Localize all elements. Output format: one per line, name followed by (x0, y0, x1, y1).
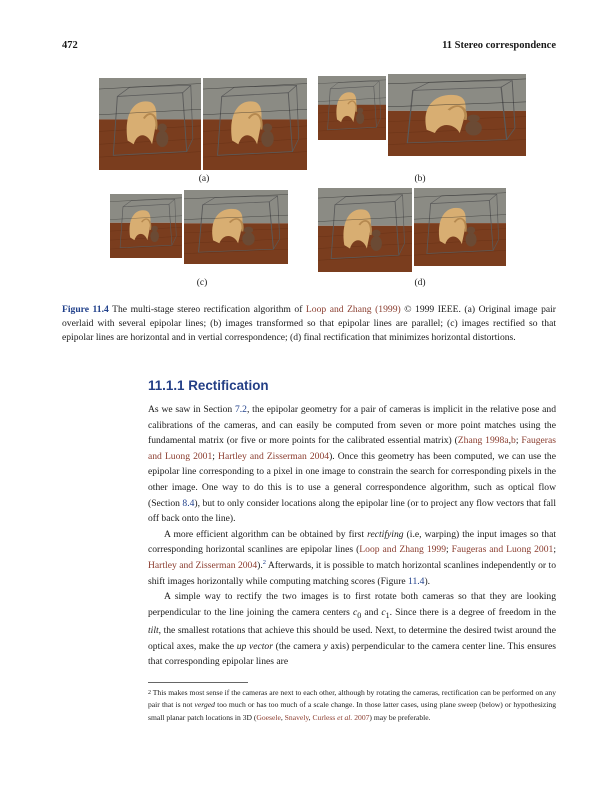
paragraph-1: As we saw in Section 7.2, the epipolar geometry for a pair of cameras is implicit in the relative pose and calibrations of the cameras, and can easily be computed from seven or more point matches using the fundamental matrix (or five or more points for the calibrated essential matrix) (Zhang 1998a,b; Faugeras and Luong 2001; Hartley and Zisserman 2004). Once this geometry has been computed, we can use the epipolar line corresponding to a pixel in one image to constrain the search for corresponding pixels in the other image. One way to do this is to use a general correspondence algorithm, such as optical flow (Section 8.4), but to only consider locations along the epipolar line (or to project any flow vectors that fall off back onto the line). (148, 404, 556, 525)
subfigure-label-d: (d) (414, 278, 426, 288)
body-text (148, 402, 556, 670)
subfigure-b-left-image (318, 76, 386, 140)
citation-link[interactable]: Snavely (284, 712, 309, 722)
footnote-rule (148, 682, 248, 683)
figure-ref-link[interactable]: 11.4 (408, 575, 425, 587)
subfigure-c-left-image (110, 194, 182, 258)
caption-text: The multi-stage stereo rectification algorithm of (108, 304, 306, 315)
caption-text: © 1999 IEEE. (a) Original image pair overlaid with several epipolar lines; (b) images transformed so that epipolar lines are parallel; (c) images rectified so that epipolar lines are horizontal and in vertial correspondence; (d) final rectification that minimizes horizontal distortions. (62, 304, 556, 344)
section-ref-link[interactable]: 7.2 (234, 404, 247, 415)
citation-link[interactable]: Hartley and Zisserman 2004 (218, 450, 330, 462)
citation-link[interactable]: Zhang 1998a (457, 435, 509, 447)
footnote: $^2$ This makes most sense if the cameras are next to each other, although by rotating the cameras, rectification can be performed on any pair that is not verged too much or has too much of a scale change. In those latter cases, using plane sweep (below) or hypothesizing small planar patch locations in 3D (Goesele, Snavely, Curless et al. 2007) may be preferable. (148, 688, 556, 722)
subfigure-label-c: (c) (196, 278, 208, 288)
subfigure-d-left-image (318, 188, 412, 272)
section-ref-link[interactable]: 8.4 (182, 497, 195, 509)
caption-citation-link[interactable]: Loop and Zhang (1999) (305, 304, 401, 315)
subfigure-d-right-image (414, 188, 506, 266)
paragraph-3: A simple way to rectify the two images is to first rotate both cameras so that they are looking perpendicular to the line joining the camera centers $c_0$ and $c_1$. Since there is a degree of freedom in the tilt, the smallest rotations that achieve this should be used. Next, to determine the desired twist around the optical axes, make the up vector (the camera y axis) perpendicular to the camera center line. This ensures that corresponding epipolar lines are (148, 591, 556, 668)
caption-label: Figure 11.4 (62, 304, 109, 315)
subfigure-label-a: (a) (198, 174, 210, 184)
subfigure-c-right-image (184, 190, 288, 264)
running-title: 11 Stereo correspondence (442, 40, 556, 51)
subfigure-a-right-image (203, 78, 307, 170)
figure-caption (62, 303, 556, 346)
citation-link[interactable]: Faugeras and Luong 2001 (451, 544, 554, 556)
page-number: 472 (62, 40, 78, 51)
figure-11-4 (62, 70, 556, 292)
subfigure-label-b: (b) (414, 174, 426, 184)
subfigure-a-left-image (99, 78, 201, 170)
paragraph-2: A more efficient algorithm can be obtained by first rectifying (i.e, warping) the input images so that corresponding horizontal scanlines are epipolar lines (Loop and Zhang 1999; Faugeras and Luong 2001; Hartley and Zisserman 2004).$^2$ Afterwards, it is possible to match horizontal scanlines independently or to shift images horizontally while computing matching scores (Figure 11.4). (148, 528, 556, 587)
citation-link[interactable]: 2007 (352, 712, 370, 722)
citation-link[interactable]: Curless (312, 712, 336, 722)
citation-link[interactable]: b (511, 435, 516, 447)
footnote-number: 2 (148, 690, 151, 696)
citation-link[interactable]: Loop and Zhang 1999 (359, 544, 447, 556)
footnote-ref-link[interactable]: 2 (262, 558, 266, 566)
section-heading: 11.1.1 Rectification (148, 378, 269, 393)
subfigure-b-right-image (388, 74, 526, 156)
citation-link[interactable]: Goesele (256, 712, 281, 722)
citation-link[interactable]: Hartley and Zisserman 2004 (148, 559, 258, 571)
page-header (62, 40, 556, 54)
citation-link[interactable]: Faugeras and Luong 2001 (148, 435, 556, 462)
